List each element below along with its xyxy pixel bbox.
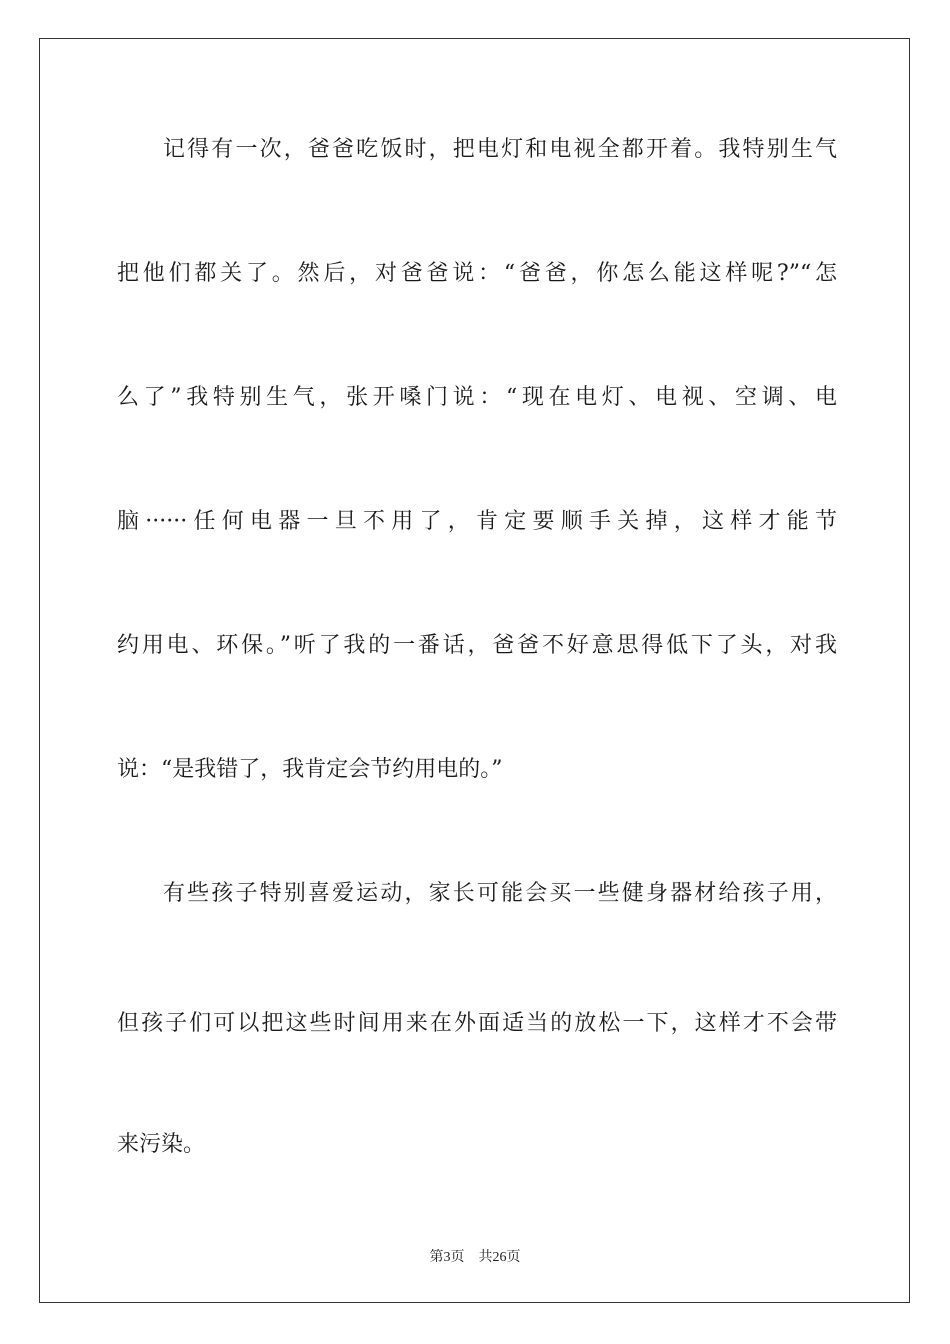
page-number: 第3页: [429, 1250, 465, 1265]
page-footer: [0, 1246, 950, 1266]
text-line: 来污染。: [117, 1132, 206, 1157]
text-line: 说：“是我错了，我肯定会节约用电的。”: [117, 757, 503, 782]
text-line: 么了”我特别生气，张开嗓门说：“现在电灯、电视、空调、电: [117, 385, 837, 410]
text-line: 把他们都关了。然后，对爸爸说：“爸爸，你怎么能这样呢?”“怎: [117, 261, 837, 286]
text-line: 记得有一次，爸爸吃饭时，把电灯和电视全都开着。我特别生气: [163, 137, 837, 162]
text-line: 脑······任何电器一旦不用了，肯定要顺手关掉，这样才能节: [117, 509, 837, 534]
page-border: [39, 38, 910, 1303]
page-total: 共26页: [478, 1250, 521, 1265]
text-line: 约用电、环保。”听了我的一番话，爸爸不好意思得低下了头，对我: [117, 633, 837, 658]
text-line: 有些孩子特别喜爱运动，家长可能会买一些健身器材给孩子用，: [163, 881, 837, 906]
text-line: 但孩子们可以把这些时间用来在外面适当的放松一下，这样才不会带: [117, 1011, 837, 1036]
